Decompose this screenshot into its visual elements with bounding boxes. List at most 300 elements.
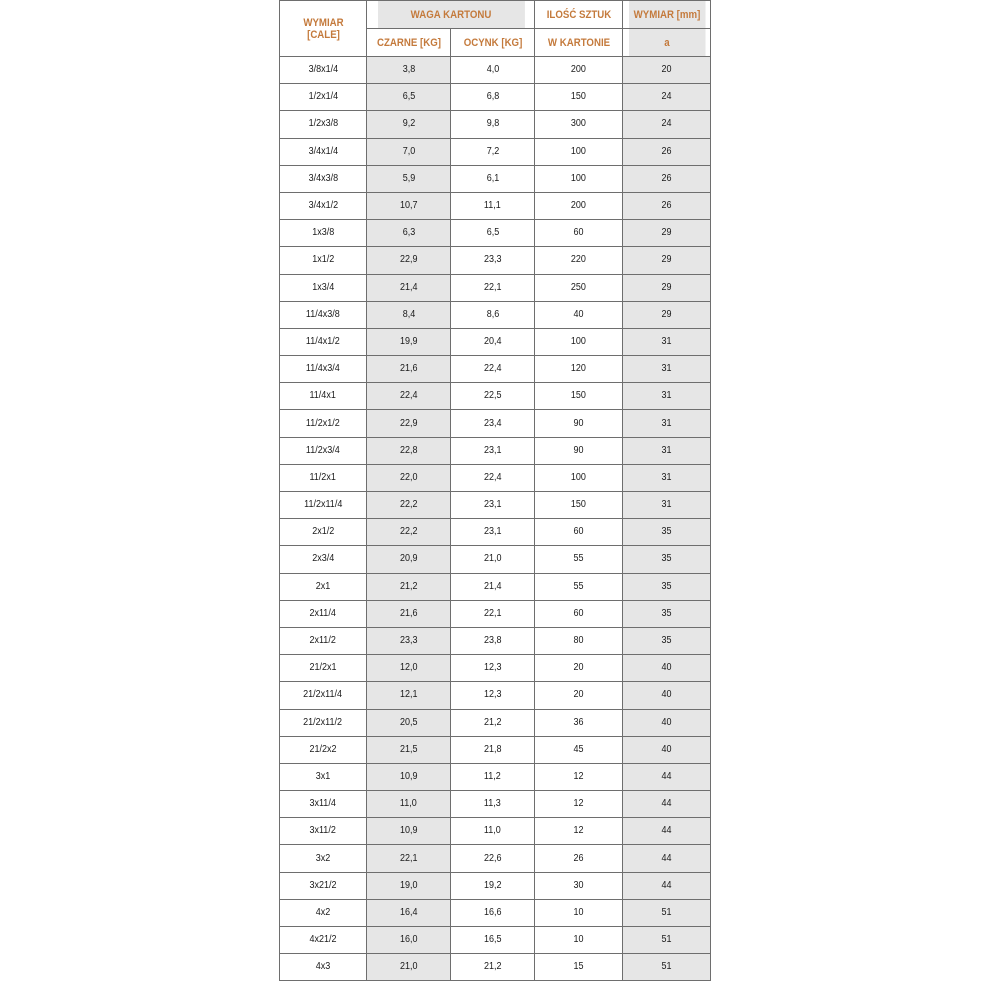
header-carton-weight: WAGA KARTONU xyxy=(377,1,525,29)
cell-text: 5,9 xyxy=(402,172,415,184)
cell-qty xyxy=(535,736,623,763)
cell-qty xyxy=(535,627,623,654)
cell-size-mm xyxy=(623,492,711,519)
cell-galvanized-weight xyxy=(451,192,535,219)
cell-size-mm xyxy=(623,763,711,790)
cell-size-mm xyxy=(623,192,711,219)
cell-text: 21,2 xyxy=(483,716,502,728)
cell-size-mm xyxy=(623,627,711,654)
cell-text: 22,9 xyxy=(399,417,418,429)
cell-text: 11/2x1 xyxy=(309,471,337,483)
cell-text: 35 xyxy=(661,607,672,619)
cell-text: 60 xyxy=(573,227,584,239)
table-row xyxy=(280,573,711,600)
table-row xyxy=(280,763,711,790)
cell-qty xyxy=(535,954,623,981)
cell-text: 40 xyxy=(661,743,672,755)
cell-black-weight xyxy=(367,220,451,247)
cell-text: 3/4x1/2 xyxy=(308,200,338,212)
cell-text: 22,4 xyxy=(483,363,502,375)
cell-text: 19,2 xyxy=(483,879,502,891)
cell-qty xyxy=(535,301,623,328)
cell-text: 100 xyxy=(571,145,587,157)
cell-qty xyxy=(535,220,623,247)
cell-size-inch xyxy=(280,627,367,654)
cell-black-weight xyxy=(367,655,451,682)
cell-text: 20,9 xyxy=(399,553,418,565)
cell-text: 23,1 xyxy=(483,499,502,511)
cell-text: 11,1 xyxy=(484,200,501,212)
cell-size-inch xyxy=(280,519,367,546)
cell-text: 21,4 xyxy=(483,580,502,592)
cell-size-inch xyxy=(280,791,367,818)
cell-text: 21,0 xyxy=(483,553,502,565)
cell-text: 11,2 xyxy=(484,770,501,782)
cell-text: 35 xyxy=(661,526,672,538)
cell-text: 22,5 xyxy=(483,390,502,402)
cell-text: 35 xyxy=(661,553,672,565)
cell-size-mm xyxy=(623,165,711,192)
table-row xyxy=(280,410,711,437)
cell-text: 16,5 xyxy=(483,934,502,946)
cell-text: 30 xyxy=(573,879,584,891)
header-qty-line1: ILOŚĆ SZTUK xyxy=(540,1,617,29)
cell-galvanized-weight xyxy=(451,328,535,355)
cell-size-inch xyxy=(280,736,367,763)
cell-text: 55 xyxy=(573,580,584,592)
cell-size-inch xyxy=(280,818,367,845)
cell-size-inch xyxy=(280,57,367,84)
cell-text: 12,0 xyxy=(399,662,418,674)
cell-text: 40 xyxy=(661,662,672,674)
cell-text: 60 xyxy=(573,526,584,538)
cell-text: 24 xyxy=(661,91,672,103)
cell-black-weight xyxy=(367,627,451,654)
cell-text: 26 xyxy=(661,145,672,157)
cell-text: 10,9 xyxy=(399,825,418,837)
cell-galvanized-weight xyxy=(451,84,535,111)
cell-text: 44 xyxy=(661,879,672,891)
table-header xyxy=(280,1,711,57)
cell-text: 3/4x1/4 xyxy=(308,145,338,157)
table-row xyxy=(280,709,711,736)
cell-size-mm xyxy=(623,247,711,274)
cell-text: 12 xyxy=(573,770,584,782)
cell-qty xyxy=(535,845,623,872)
cell-galvanized-weight xyxy=(451,763,535,790)
cell-text: 8,4 xyxy=(402,308,415,320)
cell-text: 29 xyxy=(661,308,672,320)
cell-text: 19,9 xyxy=(399,335,418,347)
cell-black-weight xyxy=(367,791,451,818)
cell-text: 3x11/4 xyxy=(309,798,337,810)
cell-text: 12,3 xyxy=(483,662,502,674)
cell-size-mm xyxy=(623,84,711,111)
cell-text: 23,1 xyxy=(483,526,502,538)
cell-galvanized-weight xyxy=(451,138,535,165)
cell-qty xyxy=(535,328,623,355)
cell-size-mm xyxy=(623,410,711,437)
cell-text: 22,2 xyxy=(399,526,418,538)
cell-text: 9,2 xyxy=(402,118,415,130)
table-body xyxy=(280,57,711,981)
cell-text: 3x21/2 xyxy=(309,879,337,891)
cell-text: 20 xyxy=(573,689,584,701)
cell-text: 31 xyxy=(661,499,672,511)
cell-size-inch xyxy=(280,165,367,192)
cell-size-inch xyxy=(280,247,367,274)
cell-text: 21,6 xyxy=(399,607,418,619)
cell-size-mm xyxy=(623,736,711,763)
cell-size-inch xyxy=(280,328,367,355)
cell-size-inch xyxy=(280,437,367,464)
cell-text: 2x11/2 xyxy=(309,635,337,647)
header-dim-a: a xyxy=(628,29,705,57)
cell-size-inch xyxy=(280,709,367,736)
cell-black-weight xyxy=(367,57,451,84)
cell-black-weight xyxy=(367,872,451,899)
cell-text: 21,8 xyxy=(483,743,502,755)
cell-qty xyxy=(535,464,623,491)
cell-size-mm xyxy=(623,57,711,84)
cell-qty xyxy=(535,519,623,546)
cell-size-inch xyxy=(280,220,367,247)
cell-size-mm xyxy=(623,927,711,954)
cell-text: 20,5 xyxy=(399,716,418,728)
cell-qty xyxy=(535,437,623,464)
cell-text: 31 xyxy=(661,417,672,429)
cell-black-weight xyxy=(367,301,451,328)
table-row xyxy=(280,111,711,138)
cell-qty xyxy=(535,791,623,818)
cell-qty xyxy=(535,709,623,736)
cell-text: 6,3 xyxy=(402,227,415,239)
cell-qty xyxy=(535,899,623,926)
cell-black-weight xyxy=(367,84,451,111)
cell-size-inch xyxy=(280,899,367,926)
cell-qty xyxy=(535,138,623,165)
cell-size-mm xyxy=(623,519,711,546)
cell-text: 22,9 xyxy=(399,254,418,266)
cell-text: 40 xyxy=(573,308,584,320)
table-row xyxy=(280,165,711,192)
cell-size-inch xyxy=(280,682,367,709)
cell-text: 51 xyxy=(661,934,672,946)
cell-text: 40 xyxy=(661,689,672,701)
cell-qty xyxy=(535,573,623,600)
cell-size-inch xyxy=(280,192,367,219)
cell-size-mm xyxy=(623,791,711,818)
cell-text: 55 xyxy=(573,553,584,565)
cell-text: 22,6 xyxy=(483,852,502,864)
cell-size-mm xyxy=(623,546,711,573)
cell-size-inch xyxy=(280,301,367,328)
cell-qty xyxy=(535,274,623,301)
header-size-inch: WYMIAR [CALE] xyxy=(285,1,362,57)
cell-qty xyxy=(535,192,623,219)
cell-size-inch xyxy=(280,356,367,383)
cell-text: 11,3 xyxy=(484,798,501,810)
cell-text: 23,3 xyxy=(399,635,418,647)
cell-text: 31 xyxy=(661,390,672,402)
cell-black-weight xyxy=(367,383,451,410)
cell-size-inch xyxy=(280,111,367,138)
cell-text: 44 xyxy=(661,798,672,810)
cell-size-inch xyxy=(280,546,367,573)
cell-size-inch xyxy=(280,138,367,165)
cell-black-weight xyxy=(367,927,451,954)
cell-black-weight xyxy=(367,274,451,301)
cell-galvanized-weight xyxy=(451,872,535,899)
cell-size-mm xyxy=(623,872,711,899)
cell-galvanized-weight xyxy=(451,111,535,138)
cell-qty xyxy=(535,356,623,383)
cell-text: 22,1 xyxy=(399,852,418,864)
cell-size-mm xyxy=(623,138,711,165)
cell-text: 12 xyxy=(573,825,584,837)
cell-size-inch xyxy=(280,872,367,899)
cell-text: 11/2x1/2 xyxy=(306,417,340,429)
cell-text: 23,4 xyxy=(483,417,502,429)
cell-text: 4x2 xyxy=(315,906,331,918)
cell-galvanized-weight xyxy=(451,818,535,845)
table-row xyxy=(280,247,711,274)
cell-qty xyxy=(535,84,623,111)
cell-size-mm xyxy=(623,899,711,926)
cell-text: 21/2x1 xyxy=(309,662,337,674)
cell-galvanized-weight xyxy=(451,682,535,709)
cell-text: 23,8 xyxy=(483,635,502,647)
cell-text: 6,5 xyxy=(486,227,499,239)
header-galvanized: OCYNK [KG] xyxy=(456,29,530,57)
cell-qty xyxy=(535,818,623,845)
cell-black-weight xyxy=(367,954,451,981)
cell-text: 21/2x11/4 xyxy=(303,689,343,701)
cell-text: 2x1/2 xyxy=(311,526,335,538)
cell-text: 44 xyxy=(661,852,672,864)
cell-qty xyxy=(535,492,623,519)
cell-text: 21,2 xyxy=(399,580,418,592)
cell-text: 11/4x3/4 xyxy=(306,363,340,375)
cell-text: 21,2 xyxy=(483,961,502,973)
table-row xyxy=(280,927,711,954)
cell-text: 21,5 xyxy=(399,743,418,755)
cell-text: 40 xyxy=(661,716,672,728)
cell-text: 12,3 xyxy=(483,689,502,701)
cell-text: 100 xyxy=(571,471,587,483)
cell-text: 250 xyxy=(571,281,587,293)
cell-text: 21/2x2 xyxy=(309,743,337,755)
cell-text: 24 xyxy=(661,118,672,130)
cell-black-weight xyxy=(367,845,451,872)
table-row xyxy=(280,655,711,682)
cell-galvanized-weight xyxy=(451,546,535,573)
cell-size-mm xyxy=(623,383,711,410)
cell-size-inch xyxy=(280,927,367,954)
cell-black-weight xyxy=(367,437,451,464)
table-row xyxy=(280,600,711,627)
cell-text: 31 xyxy=(661,363,672,375)
cell-text: 6,1 xyxy=(486,172,499,184)
table-row xyxy=(280,437,711,464)
cell-text: 4,0 xyxy=(486,64,499,76)
cell-text: 2x3/4 xyxy=(311,553,335,565)
cell-size-inch xyxy=(280,845,367,872)
cell-text: 31 xyxy=(661,471,672,483)
cell-black-weight xyxy=(367,138,451,165)
table-row xyxy=(280,57,711,84)
cell-galvanized-weight xyxy=(451,573,535,600)
cell-text: 2x1 xyxy=(315,580,331,592)
table-row xyxy=(280,519,711,546)
cell-text: 26 xyxy=(573,852,584,864)
table-row xyxy=(280,492,711,519)
cell-text: 22,1 xyxy=(483,607,502,619)
cell-black-weight xyxy=(367,709,451,736)
cell-galvanized-weight xyxy=(451,383,535,410)
cell-size-mm xyxy=(623,274,711,301)
cell-size-mm xyxy=(623,356,711,383)
cell-text: 1x3/4 xyxy=(311,281,335,293)
cell-size-mm xyxy=(623,573,711,600)
cell-text: 15 xyxy=(573,961,584,973)
cell-text: 21/2x11/2 xyxy=(303,716,343,728)
cell-galvanized-weight xyxy=(451,464,535,491)
cell-text: 44 xyxy=(661,825,672,837)
cell-galvanized-weight xyxy=(451,791,535,818)
cell-text: 60 xyxy=(573,607,584,619)
cell-size-mm xyxy=(623,818,711,845)
cell-text: 3/8x1/4 xyxy=(308,64,338,76)
table-row xyxy=(280,791,711,818)
cell-galvanized-weight xyxy=(451,274,535,301)
cell-text: 22,1 xyxy=(483,281,502,293)
cell-black-weight xyxy=(367,165,451,192)
cell-galvanized-weight xyxy=(451,519,535,546)
cell-text: 11,0 xyxy=(484,825,501,837)
cell-black-weight xyxy=(367,356,451,383)
cell-text: 120 xyxy=(571,363,587,375)
table-row xyxy=(280,464,711,491)
cell-text: 300 xyxy=(571,118,587,130)
table-row xyxy=(280,682,711,709)
cell-text: 36 xyxy=(573,716,584,728)
cell-text: 16,0 xyxy=(399,934,418,946)
cell-size-mm xyxy=(623,437,711,464)
cell-size-mm xyxy=(623,111,711,138)
cell-black-weight xyxy=(367,519,451,546)
cell-text: 44 xyxy=(661,770,672,782)
cell-text: 20,4 xyxy=(483,335,502,347)
cell-galvanized-weight xyxy=(451,954,535,981)
cell-galvanized-weight xyxy=(451,57,535,84)
cell-text: 10,7 xyxy=(399,200,418,212)
cell-text: 3/4x3/8 xyxy=(308,172,338,184)
cell-text: 200 xyxy=(571,200,587,212)
cell-galvanized-weight xyxy=(451,437,535,464)
cell-size-mm xyxy=(623,845,711,872)
cell-text: 1/2x3/8 xyxy=(308,118,338,130)
cell-text: 12,1 xyxy=(399,689,418,701)
table-row xyxy=(280,627,711,654)
table-row xyxy=(280,356,711,383)
cell-text: 8,6 xyxy=(486,308,499,320)
cell-text: 21,6 xyxy=(399,363,418,375)
table-row xyxy=(280,301,711,328)
cell-size-inch xyxy=(280,763,367,790)
cell-qty xyxy=(535,682,623,709)
cell-text: 3x2 xyxy=(315,852,331,864)
cell-black-weight xyxy=(367,247,451,274)
cell-text: 4x3 xyxy=(315,961,331,973)
cell-size-mm xyxy=(623,220,711,247)
cell-black-weight xyxy=(367,410,451,437)
header-row-1 xyxy=(280,1,711,29)
cell-qty xyxy=(535,57,623,84)
cell-size-mm xyxy=(623,328,711,355)
cell-qty xyxy=(535,410,623,437)
cell-text: 10 xyxy=(573,934,584,946)
cell-black-weight xyxy=(367,111,451,138)
cell-black-weight xyxy=(367,899,451,926)
table-row xyxy=(280,383,711,410)
cell-text: 23,3 xyxy=(483,254,502,266)
cell-qty xyxy=(535,600,623,627)
cell-text: 11/4x3/8 xyxy=(306,308,340,320)
cell-text: 4x21/2 xyxy=(309,934,337,946)
cell-galvanized-weight xyxy=(451,927,535,954)
cell-text: 20 xyxy=(573,662,584,674)
cell-galvanized-weight xyxy=(451,845,535,872)
cell-qty xyxy=(535,111,623,138)
cell-size-inch xyxy=(280,954,367,981)
cell-black-weight xyxy=(367,600,451,627)
cell-black-weight xyxy=(367,192,451,219)
cell-text: 26 xyxy=(661,200,672,212)
cell-text: 26 xyxy=(661,172,672,184)
cell-text: 21,4 xyxy=(399,281,418,293)
cell-text: 22,2 xyxy=(399,499,418,511)
spec-table xyxy=(279,0,711,981)
cell-qty xyxy=(535,763,623,790)
header-qty-line2: W KARTONIE xyxy=(540,29,617,57)
cell-text: 80 xyxy=(573,635,584,647)
cell-size-inch xyxy=(280,655,367,682)
cell-text: 1x1/2 xyxy=(311,254,335,266)
cell-text: 3x1 xyxy=(315,770,331,782)
cell-text: 9,8 xyxy=(486,118,499,130)
cell-text: 35 xyxy=(661,635,672,647)
table-row xyxy=(280,546,711,573)
cell-size-inch xyxy=(280,410,367,437)
cell-text: 31 xyxy=(661,444,672,456)
cell-text: 29 xyxy=(661,254,672,266)
cell-text: 11/2x11/4 xyxy=(303,499,343,511)
table-row xyxy=(280,274,711,301)
cell-qty xyxy=(535,165,623,192)
cell-size-mm xyxy=(623,682,711,709)
table-row xyxy=(280,736,711,763)
table-row xyxy=(280,845,711,872)
cell-text: 11,0 xyxy=(400,798,417,810)
table-row xyxy=(280,138,711,165)
cell-text: 7,0 xyxy=(402,145,415,157)
cell-text: 31 xyxy=(661,335,672,347)
cell-text: 150 xyxy=(571,390,587,402)
cell-qty xyxy=(535,247,623,274)
cell-galvanized-weight xyxy=(451,736,535,763)
cell-galvanized-weight xyxy=(451,492,535,519)
